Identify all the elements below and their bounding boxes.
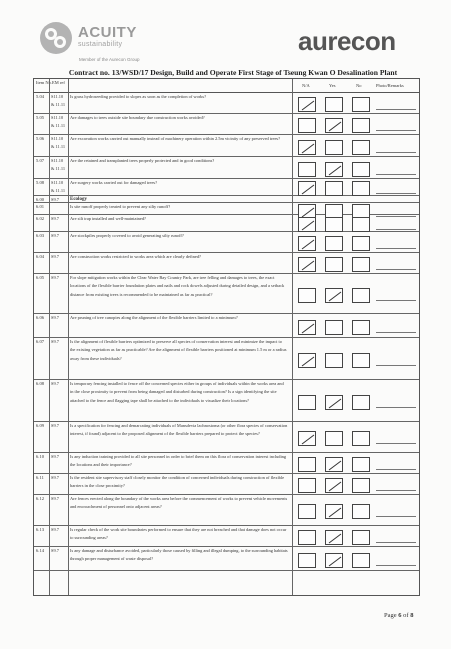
row-em-ref: S9.7 (51, 339, 59, 344)
row-question: Is any induction training provided to all site personnel in order to brief them on this flora of conservation interest including the locations and their importance? (70, 454, 287, 468)
tick-mark-icon (299, 141, 317, 156)
row-em-ref: S9.7 (51, 197, 59, 202)
table-row (34, 526, 419, 547)
remarks-line (376, 332, 416, 333)
row-em-ref: S9.7 (51, 275, 59, 280)
acuity-member-note: Member of the Aurecon Group (79, 57, 140, 62)
page-of: of (403, 612, 409, 619)
page-current: 6 (398, 612, 402, 619)
checkbox-no[interactable] (352, 217, 370, 232)
table-row (34, 547, 419, 571)
table-row (34, 114, 419, 135)
table-row (34, 274, 419, 314)
row-em-ref: S11.10 & 11.11 (51, 115, 66, 128)
table-row (34, 474, 419, 495)
checkbox-no[interactable] (352, 530, 370, 545)
acuity-logo-mark-icon (38, 20, 74, 56)
table-row (34, 179, 419, 196)
row-em-ref: S9.7 (51, 548, 59, 553)
row-item-no: 6.04 (36, 254, 45, 259)
tick-mark-icon (326, 479, 344, 494)
checkbox-no[interactable] (352, 140, 370, 155)
acuity-logo (38, 20, 188, 60)
tick-mark-icon (326, 396, 344, 411)
tick-mark-icon (326, 554, 344, 569)
tick-mark-icon (299, 218, 317, 233)
checkbox-yes[interactable] (325, 217, 343, 232)
checkbox-na[interactable] (298, 217, 316, 232)
row-question: Are silt trap installed and well-maintained? (70, 216, 146, 221)
table-header (34, 79, 419, 93)
table-row (34, 135, 419, 157)
col-yes-header: Yes (329, 83, 336, 88)
row-question: Are surgery works carried out for damaged trees? (70, 180, 158, 185)
table-row (34, 422, 419, 453)
row-question: Is the alignment of flexible barriers optimized to preserve all species of conservation interest and minimize the impact to the existing vegetation as far as practicable? Are the alignment of flexible barriers positioned at minimum 1.5 m or a radius away from these individuals? (70, 339, 287, 361)
checkbox-yes[interactable] (325, 353, 343, 368)
row-item-no: 6.01 (36, 204, 45, 209)
checkbox-no[interactable] (352, 288, 370, 303)
checkbox-yes[interactable] (325, 395, 343, 410)
row-question: Are construction works restricted to works area which are clearly defined? (70, 254, 201, 259)
remarks-line (376, 365, 416, 366)
row-item-no: 6.02 (36, 216, 45, 221)
remarks-line (376, 174, 416, 175)
checkbox-na[interactable] (298, 140, 316, 155)
col-ref-header: EM ref (52, 80, 65, 85)
checkbox-no[interactable] (352, 236, 370, 251)
row-em-ref: S11.10 & 11.11 (51, 136, 66, 149)
checkbox-no[interactable] (352, 431, 370, 446)
row-em-ref: S9.7 (51, 496, 59, 501)
contract-title: Contract no. 13/WSD/17 Design, Build and Operate First Stage of Tseung Kwan O Desalination Plant (68, 68, 398, 77)
remarks-line (376, 269, 416, 270)
checkbox-yes[interactable] (325, 431, 343, 446)
remarks-line (376, 443, 416, 444)
table-row (34, 338, 419, 380)
row-em-ref: S9.7 (51, 315, 59, 320)
row-item-no: 6.10 (36, 454, 45, 459)
checkbox-no[interactable] (352, 353, 370, 368)
table-row (34, 232, 419, 253)
checkbox-no[interactable] (352, 181, 370, 196)
row-item-no: 6.11 (36, 475, 44, 480)
table-row (34, 453, 419, 474)
row-em-ref: S9.7 (51, 233, 59, 238)
remarks-line (376, 248, 416, 249)
checkbox-yes[interactable] (325, 97, 343, 112)
checkbox-no[interactable] (352, 478, 370, 493)
tick-mark-icon (326, 458, 344, 473)
row-item-no: 5.08 (36, 180, 45, 185)
row-em-ref: S9.7 (51, 254, 59, 259)
acuity-tagline: sustainability (78, 41, 123, 48)
col-na-header: N/A (302, 83, 310, 88)
remarks-line (376, 193, 416, 194)
row-em-ref: S9.7 (51, 527, 59, 532)
tick-mark-icon (326, 163, 344, 178)
checkbox-no[interactable] (352, 118, 370, 133)
table-row (34, 314, 419, 338)
checkbox-na[interactable] (298, 97, 316, 112)
table-row (34, 157, 419, 179)
checkbox-no[interactable] (352, 553, 370, 568)
row-em-ref: S11.10 & 11.11 (51, 94, 66, 107)
row-item-no: 6.13 (36, 527, 45, 532)
checkbox-na[interactable] (298, 353, 316, 368)
remarks-line (376, 516, 416, 517)
remarks-line (376, 542, 416, 543)
remarks-line (376, 565, 416, 566)
row-question: Are stockpiles properly covered to avoid generating silty runoff? (70, 233, 184, 238)
row-item-no: 6.07 (36, 339, 45, 344)
checkbox-yes[interactable] (325, 257, 343, 272)
col-item-header: Item No. (36, 80, 52, 85)
page-total: 8 (410, 612, 414, 619)
checkbox-na[interactable] (298, 181, 316, 196)
checkbox-na[interactable] (298, 288, 316, 303)
checkbox-no[interactable] (352, 257, 370, 272)
checkbox-yes[interactable] (325, 320, 343, 335)
checkbox-na[interactable] (298, 118, 316, 133)
checkbox-yes[interactable] (325, 140, 343, 155)
row-item-no: 6.14 (36, 548, 45, 553)
checklist-table (33, 78, 420, 596)
tick-mark-icon (326, 119, 344, 134)
row-question: Is site runoff properly treated to prevent any silty runoff? (70, 204, 171, 209)
checkbox-na[interactable] (298, 431, 316, 446)
row-item-no: 6.09 (36, 423, 45, 428)
table-row (34, 253, 419, 274)
checkbox-yes[interactable] (325, 181, 343, 196)
row-em-ref: S9.7 (51, 423, 59, 428)
row-question: Are pruning of tree canopies along the alignment of the flexible barriers limited to a minimum? (70, 315, 238, 320)
aurecon-logo: aurecon (298, 26, 396, 56)
remarks-line (376, 152, 416, 153)
tick-mark-icon (299, 237, 317, 252)
table-row (34, 215, 419, 232)
tick-mark-icon (326, 289, 344, 304)
row-question: Are fences erected along the boundary of the works area before the commencement of works to prevent vehicle movements and encroachment of personnel onto adjacent areas? (70, 496, 288, 510)
tick-mark-icon (326, 505, 344, 520)
row-em-ref: S9.7 (51, 454, 59, 459)
row-em-ref: S9.7 (51, 216, 59, 221)
row-question: Is the resident site supervisory staff closely monitor the condition of concerned individuals during construction of flexible barriers in the close proximity? (70, 475, 285, 489)
table-row (34, 93, 419, 114)
row-item-no: 5.07 (36, 158, 45, 163)
checkbox-na[interactable] (298, 504, 316, 519)
checkbox-yes[interactable] (325, 504, 343, 519)
row-item-no: 6.00 (36, 197, 45, 202)
checkbox-yes[interactable] (325, 162, 343, 177)
checkbox-na[interactable] (298, 395, 316, 410)
checkbox-yes[interactable] (325, 118, 343, 133)
row-item-no: 5.05 (36, 115, 45, 120)
row-question: Is grass hydroseeding provided to slopes as soon as the completion of works? (70, 94, 207, 99)
checkbox-no[interactable] (352, 97, 370, 112)
tick-mark-icon (299, 321, 317, 336)
checkbox-yes[interactable] (325, 530, 343, 545)
remarks-line (376, 109, 416, 110)
table-row (34, 495, 419, 526)
tick-mark-icon (299, 98, 317, 113)
row-question: Is regular check of the work site boundaries performed to ensure that they are not breached and that damage does not occur to surrounding areas? (70, 527, 287, 541)
row-item-no: 6.05 (36, 275, 45, 280)
row-item-no: 5.04 (36, 94, 45, 99)
row-item-no: 6.03 (36, 233, 45, 238)
remarks-line (376, 407, 416, 408)
checkbox-na[interactable] (298, 162, 316, 177)
checkbox-no[interactable] (352, 504, 370, 519)
checkbox-yes[interactable] (325, 288, 343, 303)
checkbox-yes[interactable] (325, 457, 343, 472)
checkbox-yes[interactable] (325, 236, 343, 251)
row-question: For slope mitigation works within the Clear Water Bay Country Park, are tree felling and damages to trees, the exact locations of the flexible barrier foundation plates and nails and rock dowels adjusted during detailed design, and a setback distance from existing trees is recommended to be maintained as far as practical? (70, 275, 285, 297)
row-em-ref: S9.7 (51, 381, 59, 386)
row-em-ref: S11.10 & 11.11 (51, 158, 66, 171)
checkbox-yes[interactable] (325, 553, 343, 568)
tick-mark-icon (299, 258, 317, 273)
row-item-no: 6.08 (36, 381, 45, 386)
row-question: Is any damage and disturbance avoided, particularly those caused by filling and illegal dumping, to the surrounding habitats through proper management of waste disposal? (70, 548, 288, 562)
remarks-line (376, 490, 416, 491)
checkbox-no[interactable] (352, 162, 370, 177)
row-item-no: 6.12 (36, 496, 45, 501)
checkbox-no[interactable] (352, 320, 370, 335)
remarks-line (376, 469, 416, 470)
remarks-line (376, 130, 416, 131)
row-question: Are damages to trees outside site boundary due construction works avoided? (70, 115, 205, 120)
acuity-name: ACUITY (78, 24, 137, 41)
checkbox-na[interactable] (298, 530, 316, 545)
row-em-ref: S9.7 (51, 475, 59, 480)
checkbox-no[interactable] (352, 457, 370, 472)
remarks-line (376, 300, 416, 301)
tick-mark-icon (299, 182, 317, 197)
checkbox-na[interactable] (298, 478, 316, 493)
row-item-no: 5.06 (36, 136, 45, 141)
row-question: Are the retained and transplanted trees properly protected and in good conditions? (70, 158, 215, 163)
row-item-no: 6.06 (36, 315, 45, 320)
checkbox-na[interactable] (298, 553, 316, 568)
table-row (34, 203, 419, 215)
tick-mark-icon (326, 531, 344, 546)
row-question: Are excavation works carried out manually instead of machinery operation within 2.5m vicinity of any preserved trees? (70, 136, 281, 141)
col-no-header: No (356, 83, 362, 88)
remarks-line (376, 229, 416, 230)
row-question: Is a specification for fencing and demarcating individuals of Mansdevia lachnostoma (or other flora species of conservation interest, if found) adjacent to the proposed alignment of the flexible barriers prepared to protect the species? (70, 423, 288, 437)
checkbox-na[interactable] (298, 457, 316, 472)
page-prefix: Page (384, 612, 397, 619)
tick-mark-icon (299, 354, 317, 369)
checkbox-na[interactable] (298, 257, 316, 272)
col-remarks-header: Photo/Remarks (376, 83, 404, 88)
row-question: Is temporary fencing installed to fence off the concerned species either in groups of individuals within the works area and in the close proximity to prevent from being damaged and disturbed during construction? Is a sign identifying the site attached to the fence and flagging tape shall be attached to the individuals to visualize their locations? (70, 381, 284, 403)
row-em-ref: S11.10 & 11.11 (51, 180, 66, 193)
table-row (34, 380, 419, 422)
table-row (34, 196, 419, 203)
section-heading: Ecology (70, 197, 87, 202)
checkbox-no[interactable] (352, 395, 370, 410)
tick-mark-icon (299, 432, 317, 447)
checkbox-na[interactable] (298, 236, 316, 251)
page-number (384, 612, 413, 619)
checkbox-na[interactable] (298, 320, 316, 335)
checkbox-yes[interactable] (325, 478, 343, 493)
